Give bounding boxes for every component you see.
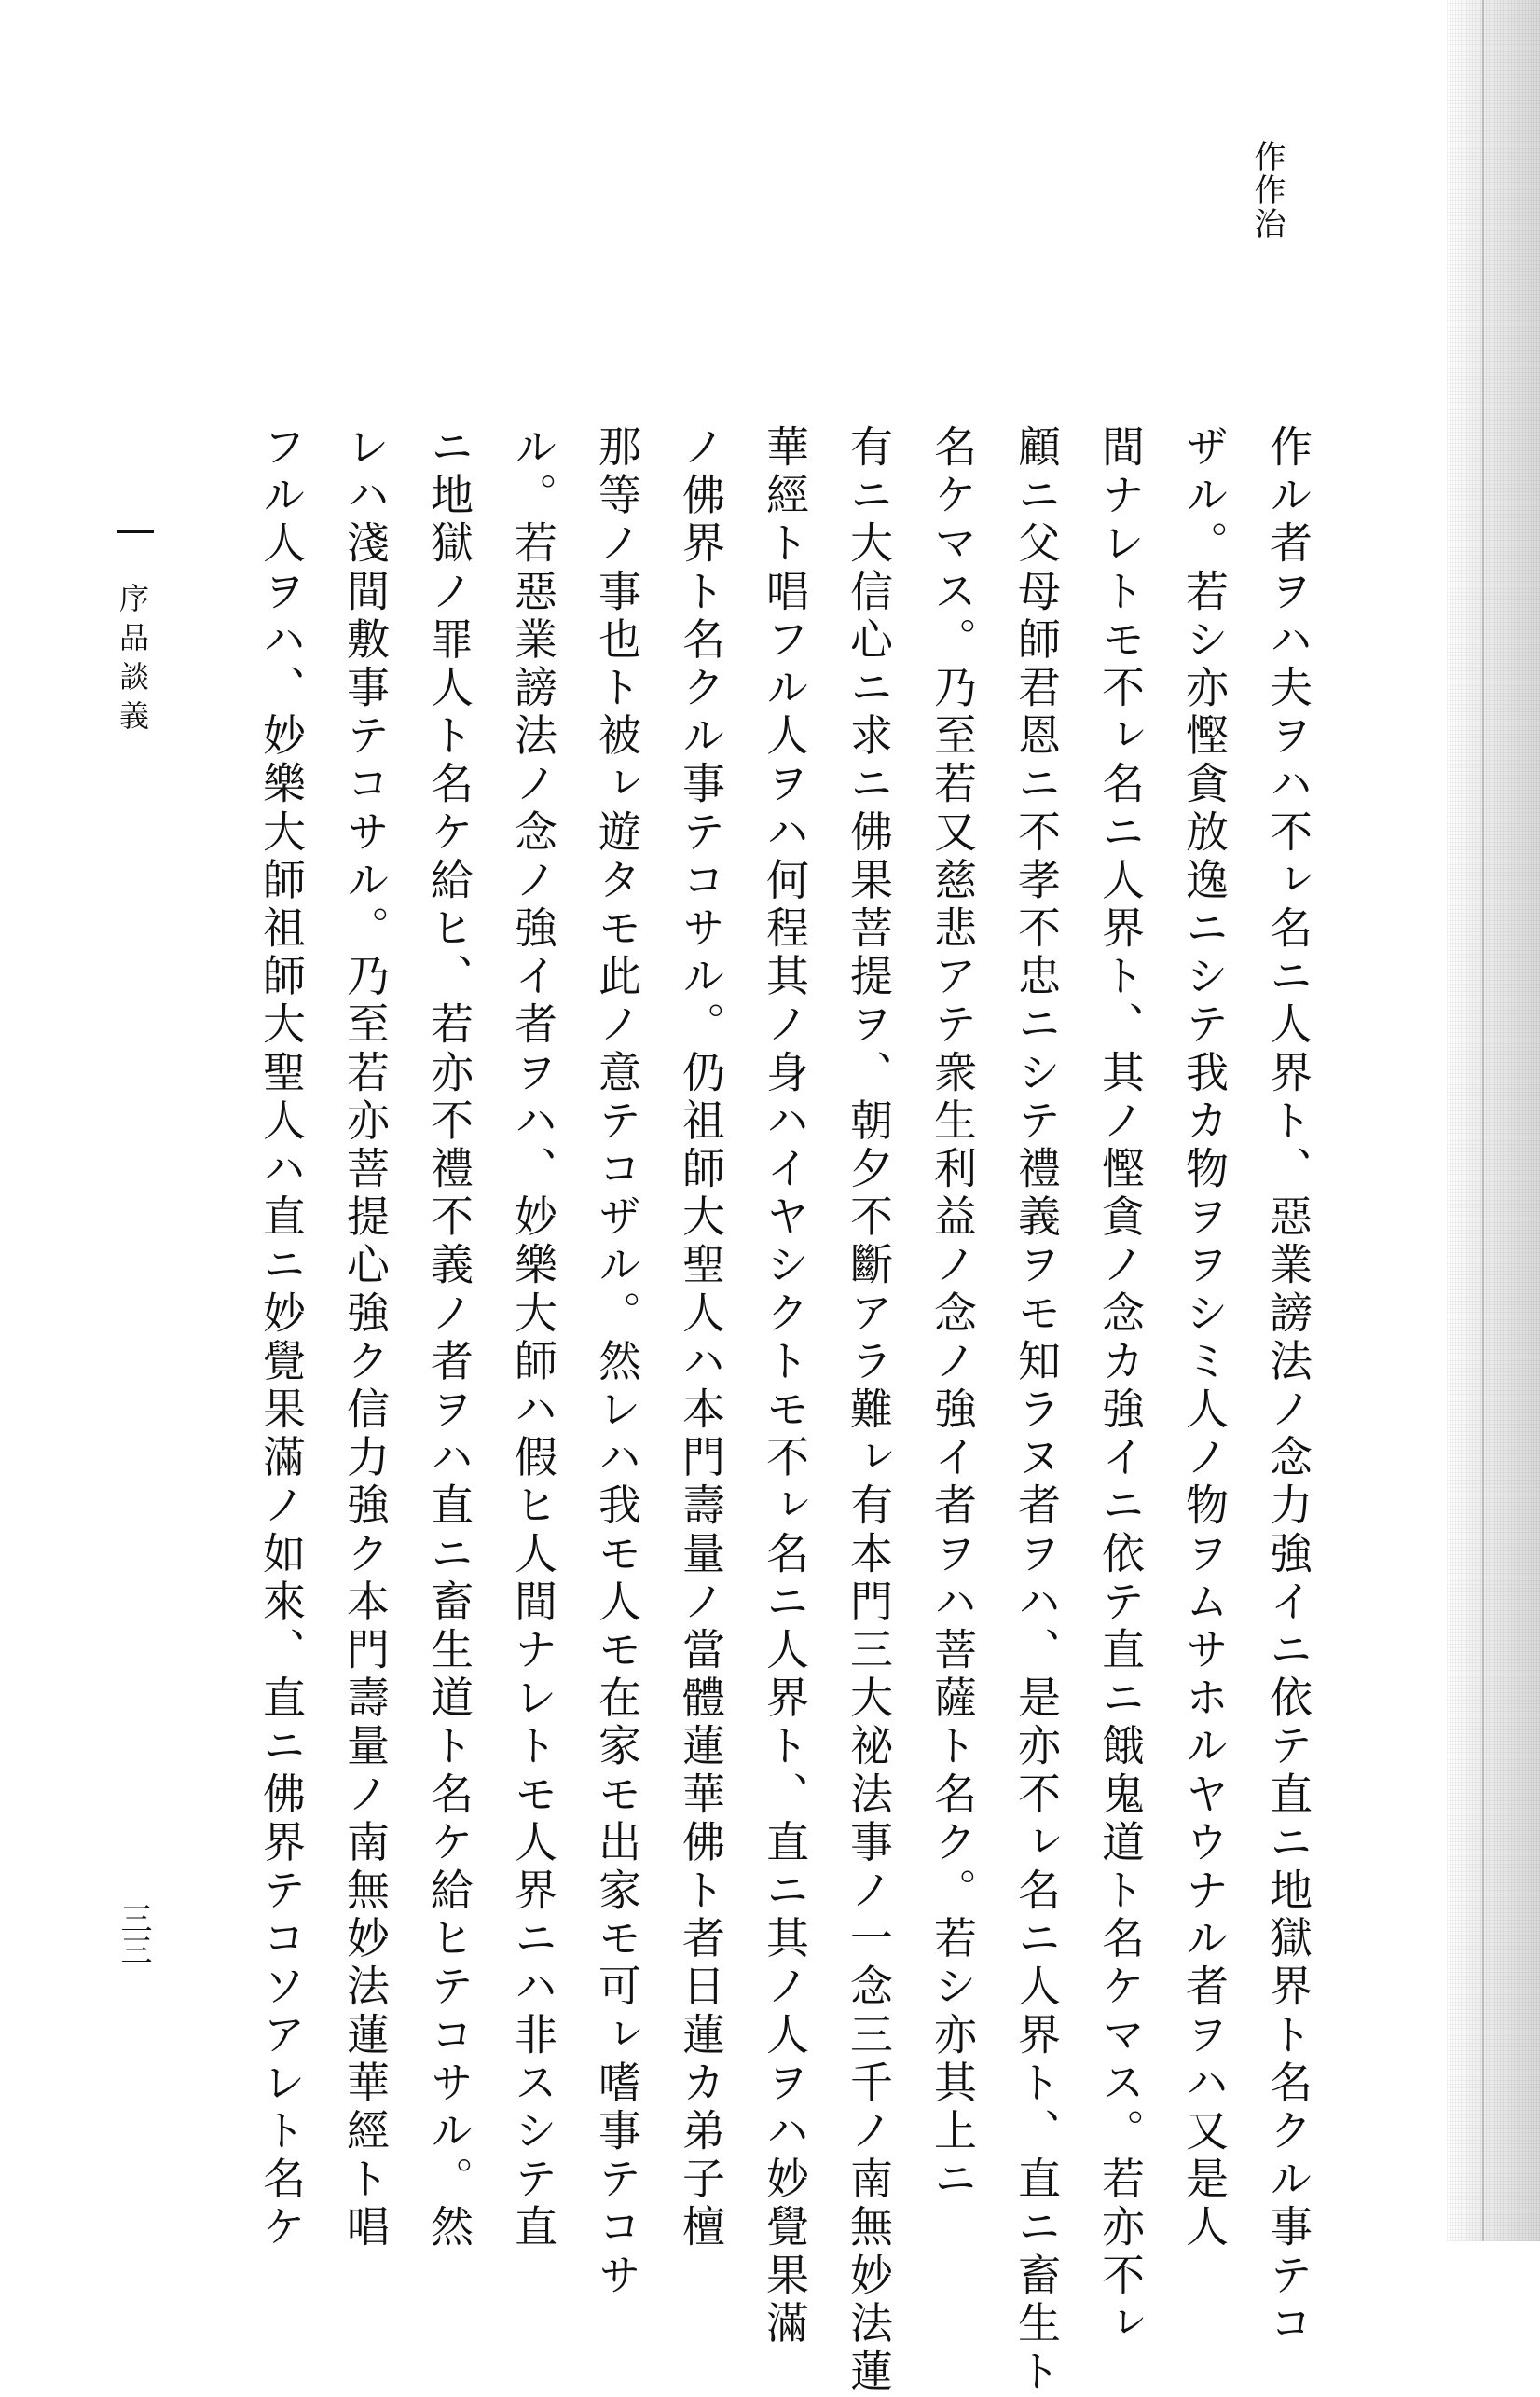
text-column: フル人ヲハ、妙樂大師祖師大聖人ハ直ニ妙覺果滿ノ如來、直ニ佛界テコソアレト名ケ: [256, 424, 307, 2252]
text-column: レハ淺間敷事テコサル。乃至若亦菩提心強ク信力強ク本門壽量ノ南無妙法蓮華經ト唱: [340, 424, 391, 2252]
page-number: 三三: [115, 1902, 152, 1965]
text-column: 有ニ大信心ニ求ニ佛果菩提ヲ、朝夕不斷アラ難ㇾ有本門三大祕法事ノ一念三千ノ南無妙法蓮: [844, 424, 894, 2397]
text-column: 華經ト唱フル人ヲハ何程其ノ身ハイヤシクトモ不ㇾ名ニ人界ト、直ニ其ノ人ヲハ妙覺果滿: [760, 424, 810, 2349]
text-column: 作ル者ヲハ夫ヲハ不ㇾ名ニ人界ト、惡業謗法ノ念力強イニ依テ直ニ地獄界ト名クル事テコ: [1263, 424, 1313, 2349]
running-header: 作作治: [1248, 140, 1286, 241]
text-column: 顧ニ父母師君恩ニ不孝不忠ニシテ禮義ヲモ知ラヌ者ヲハ、是亦不ㇾ名ニ人界ト、直ニ畜生ト: [1011, 424, 1062, 2397]
scanned-page-edge: [1447, 0, 1540, 2241]
page-binding-line: [1482, 0, 1484, 2241]
text-column: 那等ノ事也ト被ㇾ遊タモ此ノ意テコザル。然レハ我モ人モ在家モ出家モ可ㇾ嗜事テコサ: [592, 424, 642, 2301]
text-column: 間ナレトモ不ㇾ名ニ人界ト、其ノ慳貪ノ念カ強イニ依テ直ニ餓鬼道ト名ケマス。若亦不ㇾ: [1095, 424, 1146, 2349]
text-column: ノ佛界ト名クル事テコサル。仍祖師大聖人ハ本門壽量ノ當體蓮華佛ト者日蓮カ弟子檀: [676, 424, 726, 2252]
section-rule: [117, 530, 154, 533]
text-column: ニ地獄ノ罪人ト名ケ給ヒ、若亦不禮不義ノ者ヲハ直ニ畜生道ト名ケ給ヒテコサル。然: [424, 424, 474, 2252]
text-column: ザル。若シ亦慳貪放逸ニシテ我カ物ヲヲシミ人ノ物ヲムサホルヤウナル者ヲハ又是人: [1179, 424, 1230, 2252]
text-column: ル。若惡業謗法ノ念ノ強イ者ヲハ、妙樂大師ハ假ヒ人間ナレトモ人界ニハ非スシテ直: [508, 424, 558, 2252]
text-column: 名ケマス。乃至若又慈悲アテ衆生利益ノ念ノ強イ者ヲハ菩薩ト名ク。若シ亦其上ニ: [928, 424, 978, 2205]
section-title: 序品談義: [115, 583, 150, 739]
